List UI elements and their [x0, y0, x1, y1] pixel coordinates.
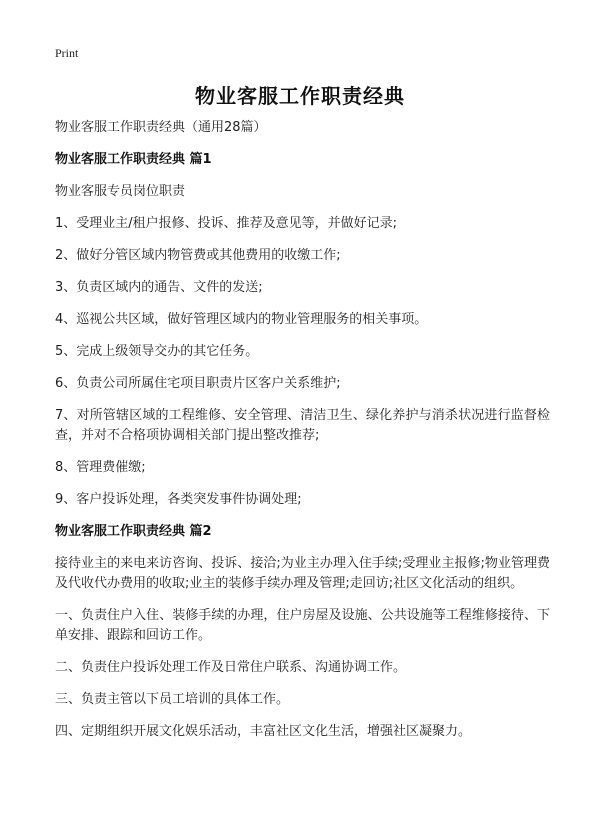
- paragraph: 三、负责主管以下员工培训的具体工作。: [55, 692, 290, 707]
- document-title: 物业客服工作职责经典: [195, 84, 405, 108]
- print-label: Print: [55, 46, 79, 60]
- section-heading: 物业客服工作职责经典 篇2: [55, 524, 212, 539]
- paragraph: 6、负责公司所属住宅项目职责片区客户关系维护;: [55, 376, 341, 391]
- paragraph: 接待业主的来电来访咨询、投诉、接洽;为业主办理入住手续;受理业主报修;物业管理费及代收代办费用的收取;业主的装修手续办理及管理;走回访;社区文化活动的组织。: [55, 556, 550, 591]
- section-heading: 物业客服工作职责经典 篇1: [55, 152, 212, 167]
- paragraph: 3、负责区域内的通告、文件的发送;: [55, 280, 263, 295]
- paragraph: 四、定期组织开展文化娱乐活动，丰富社区文化生活，增强社区凝聚力。: [55, 724, 472, 739]
- paragraph: 物业客服专员岗位职责: [55, 184, 186, 199]
- paragraph: 4、巡视公共区域，做好管理区域内的物业管理服务的相关事项。: [55, 312, 428, 327]
- paragraph: 一、负责住户入住、装修手续的办理，住户房屋及设施、公共设施等工程维修接待、下单安排、跟踪和回访工作。: [55, 608, 550, 643]
- paragraph: 7、对所管辖区域的工程维修、安全管理、清洁卫生、绿化养护与消杀状况进行监督检查，并对不合格项协调相关部门提出整改推荐;: [55, 408, 550, 443]
- paragraph: 2、做好分管区域内物管费或其他费用的收缴工作;: [55, 248, 341, 263]
- paragraph: 5、完成上级领导交办的其它任务。: [55, 344, 259, 359]
- document-subtitle: 物业客服工作职责经典（通用28篇）: [55, 120, 267, 135]
- document-body: [55, 118, 550, 754]
- paragraph: 二、负责住户投诉处理工作及日常住户联系、沟通协调工作。: [55, 660, 407, 675]
- paragraph: 9、客户投诉处理，各类突发事件协调处理;: [55, 492, 302, 507]
- paragraph: 1、受理业主/租户报修、投诉、推荐及意见等，并做好记录;: [55, 216, 398, 231]
- section-2: [55, 522, 550, 742]
- section-1: [55, 150, 550, 510]
- paragraph: 8、管理费催缴;: [55, 460, 146, 475]
